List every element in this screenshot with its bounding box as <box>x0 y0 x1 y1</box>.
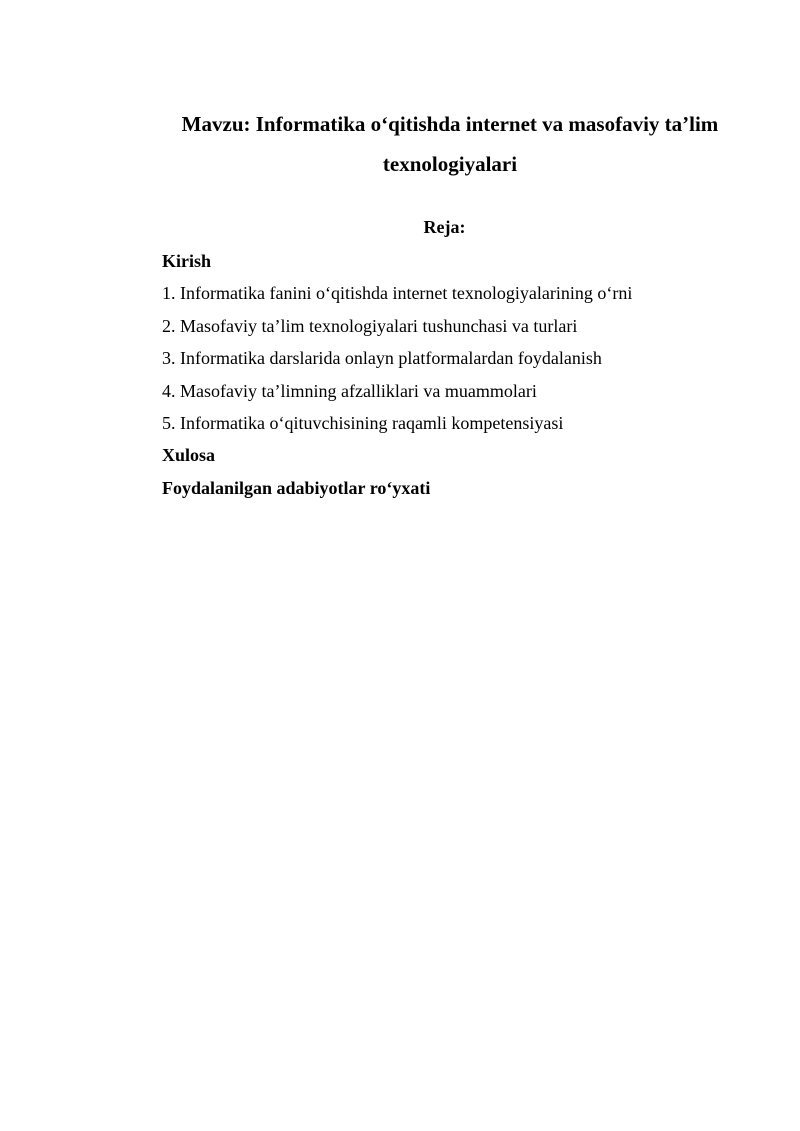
plan-item-3: 3. Informatika darslarida onlayn platformalardan foydalanish <box>162 348 602 369</box>
title-line-1: Mavzu: Informatika o‘qitishda internet va masofaviy ta’lim <box>181 112 719 136</box>
plan-item-conclusion: Xulosa <box>162 445 216 466</box>
document-title <box>160 104 730 184</box>
plan-heading: Reja: <box>423 217 466 237</box>
plan-item-1: 1. Informatika fanini o‘qitishda internet texnologiyalarining o‘rni <box>162 283 633 304</box>
plan-item-references: Foydalanilgan adabiyotlar ro‘yxati <box>162 477 431 498</box>
title-line-2: texnologiyalari <box>382 152 518 176</box>
plan-item-5: 5. Informatika o‘qituvchisining raqamli kompetensiyasi <box>162 413 564 434</box>
plan-item-4: 4. Masofaviy ta’limning afzalliklari va muammolari <box>162 380 537 401</box>
plan-list <box>162 245 722 504</box>
plan-item-2: 2. Masofaviy ta’lim texnologiyalari tushunchasi va turlari <box>162 315 578 336</box>
plan-item-introduction: Kirish <box>162 251 212 271</box>
